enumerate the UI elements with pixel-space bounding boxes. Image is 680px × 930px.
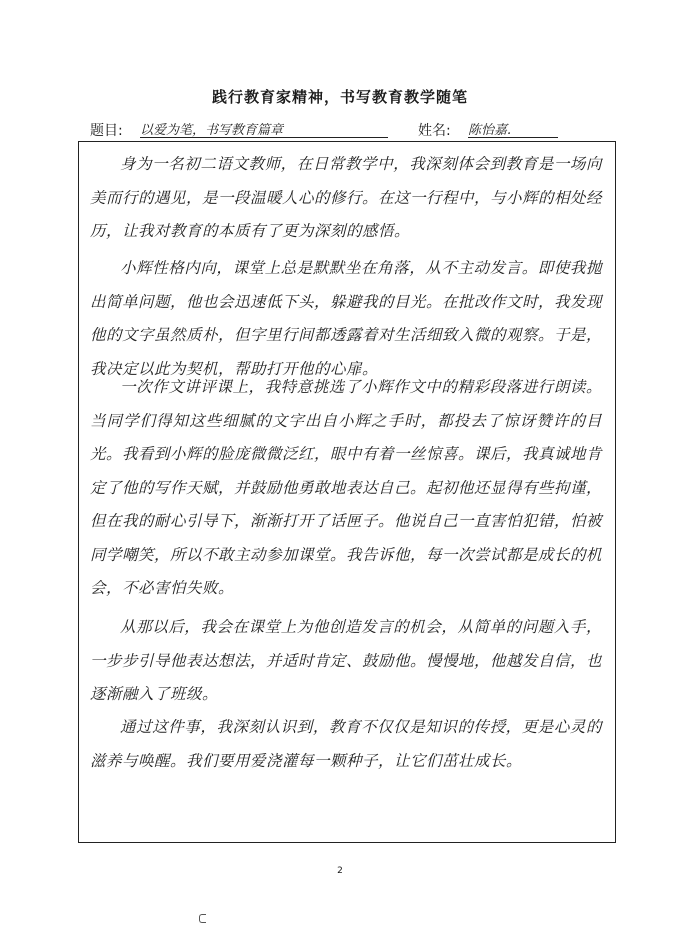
name-label: 姓名: [418,123,451,139]
topic-value: 以爱为笔，书写教育篇章 [140,119,388,138]
topic-label: 题目: [90,123,123,139]
document-title: 践行教育家精神，书写教育教学随笔 [211,88,468,106]
scan-mark [199,914,206,923]
header-fields [90,118,610,140]
essay-paragraph: 通过这件事，我深刻认识到，教育不仅仅是知识的传授，更是心灵的滋养与唤醒。我们要用爱浇灌每一颗种子，让它们茁壮成长。 [90,718,602,770]
essay-paragraph: 一次作文讲评课上，我特意挑选了小辉作文中的精彩段落进行朗读。当同学们得知这些细腻的文字出自小辉之手时，都投去了惊讶赞许的目光。我看到小辉的脸庞微微泛红，眼中有着一丝惊喜。课后，我真诚地肯定了他的写作天赋，并鼓励他勇敢地表达自己。起初他还显得有些拘谨，但在我的耐心引导下，渐渐打开了话匣子。他说自己一直害怕犯错，怕被同学嘲笑，所以不敢主动参加课堂。我告诉他，每一次尝试都是成长的机会，不必害怕失败。 [90,378,603,597]
page-number: 2 [337,866,343,876]
essay-paragraph: 身为一名初二语文教师，在日常教学中，我深刻体会到教育是一场向美而行的遇见，是一段温暖人心的修行。在这一行程中，与小辉的相处经历，让我对教育的本质有了更为深刻的感悟。 [90,155,603,240]
essay-paragraph: 从那以后，我会在课堂上为他创造发言的机会，从简单的问题入手，一步步引导他表达想法，并适时肯定、鼓励他。慢慢地，他越发自信，也逐渐融入了班级。 [90,618,603,703]
name-value: 陈怡嘉. [468,119,558,138]
essay-paragraph: 小辉性格内向，课堂上总是默默坐在角落，从不主动发言。即使我抛出简单问题，他也会迅速低下头，躲避我的目光。在批改作文时，我发现他的文字虽然质朴，但字里行间都透露着对生活细致入微的观察。于是，我决定以此为契机，帮助打开他的心扉。 [90,259,603,378]
